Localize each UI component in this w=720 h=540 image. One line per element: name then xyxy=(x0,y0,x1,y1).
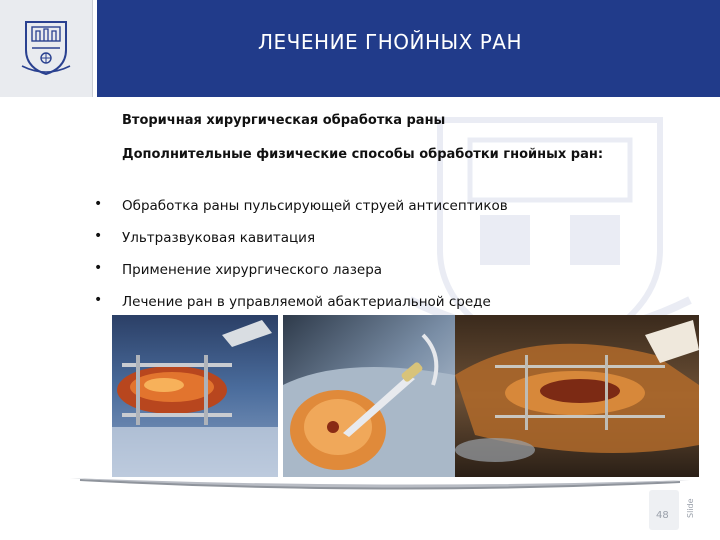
bullet-dot-icon: • xyxy=(94,196,103,212)
bullet-dot-icon: • xyxy=(94,292,103,308)
bullet-dot-icon: • xyxy=(94,260,103,276)
subtitle-secondary-treatment: Вторичная хирургическая обработка раны xyxy=(122,113,446,128)
photo-wound-fixator xyxy=(112,315,278,477)
footer-swoosh xyxy=(60,470,700,510)
bullet-dot-icon: • xyxy=(94,228,103,244)
photo-pulsed-jet-lavage xyxy=(283,315,455,477)
slide: ЛЕЧЕНИЕ ГНОЙНЫХ РАН Вторичная хирургическая обработка раны Дополнительные физические способы обработки гнойных ран: • Обработка раны пульсирующей струей антисептиков • Ультразвуковая кавитация • Применение хирургического лазера • Лечение ран в управляемой абактериальной среде 48 Slide xyxy=(0,0,720,540)
page-number: 48 xyxy=(656,510,669,521)
logo-panel xyxy=(0,0,93,97)
subtitle-physical-methods: Дополнительные физические способы обработки гнойных ран: xyxy=(122,147,604,162)
slide-label: Slide xyxy=(686,498,695,518)
photo-controlled-abacterial-environment xyxy=(455,315,699,477)
slide-title: ЛЕЧЕНИЕ ГНОЙНЫХ РАН xyxy=(258,30,522,54)
university-crest-icon xyxy=(20,16,72,76)
